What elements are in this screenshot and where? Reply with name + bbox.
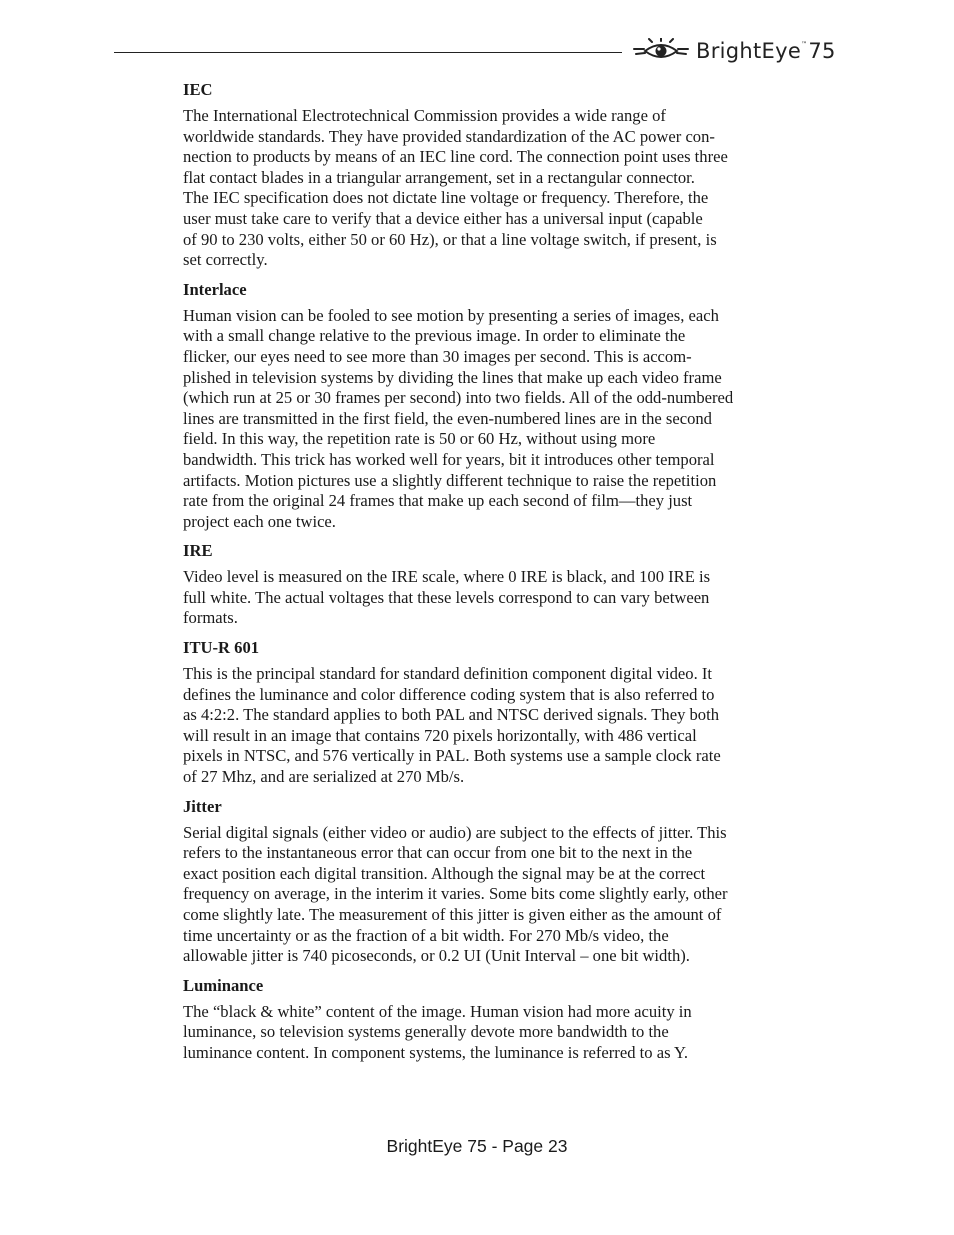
logo-model-number: 75	[808, 39, 836, 63]
term-heading: IEC	[183, 80, 213, 99]
eye-logo-icon	[632, 38, 690, 64]
glossary-entry	[183, 795, 843, 967]
glossary-entry	[183, 974, 843, 1064]
logo-wordmark: BrightEye™75	[696, 39, 836, 63]
page-footer: BrightEye 75 - Page 23	[386, 1136, 568, 1156]
glossary-entry	[183, 78, 843, 271]
term-heading: IRE	[183, 541, 213, 561]
glossary-entry	[183, 539, 843, 629]
term-definition: Human vision can be fooled to see motion by presenting a series of images, each with a small change relative to the previous image. In order to eliminate the flicker, our eyes need to see more than 30 images per second. This is accom- plished in television systems by dividing the lines that make up each video frame (which run at 25 or 30 frames per second) into two fields. All of the odd-numbered lines are transmitted in the first field, the even-numbered lines are in the second field. In this way, the repetition rate is 50 or 60 Hz, without using more bandwidth. This trick has worked well for years, bit it introduces other temporal artifacts. Motion pictures use a slightly different technique to raise the repetition rate from the original 24 frames that make up each second of film—they just project each one twice.	[183, 305, 734, 531]
trademark-mark: ™	[801, 41, 808, 48]
term-definition: The “black & white” content of the image. Human vision had more acuity in luminance, so television systems generally devote more bandwidth to the luminance content. In component systems, the luminance is referred to as Y.	[183, 1001, 692, 1062]
term-heading: Interlace	[183, 279, 247, 299]
glossary-content	[183, 78, 843, 1071]
term-heading: Jitter	[183, 796, 222, 816]
term-definition: The International Electrotechnical Commission provides a wide range of worldwide standards. They have provided standardization of the AC power con- nection to products by means of an IEC line cord. The connection point uses three flat contact blades in a triangular arrangement, set in a rectangular connector. The IEC specification does not dictate line voltage or frequency. Therefore, the user must take care to verify that a device either has a universal input (capable of 90 to 230 volts, either 50 or 60 Hz), or that a line voltage switch, if present, is set correctly.	[183, 106, 728, 270]
glossary-entry	[183, 278, 843, 533]
term-heading: ITU-R 601	[183, 638, 260, 658]
term-definition: This is the principal standard for standard definition component digital video. It defines the luminance and color difference coding system that is also referred to as 4:2:2. The standard applies to both PAL and NTSC derived signals. They both will result in an image that contains 720 pixels horizontally, with 486 vertical pixels in NTSC, and 576 vertically in PAL. Both systems use a sample clock rate of 27 Mhz, and are serialized at 270 Mb/s.	[183, 664, 721, 787]
glossary-entry	[183, 636, 843, 788]
term-definition: Video level is measured on the IRE scale, where 0 IRE is black, and 100 IRE is full white. The actual voltages that these levels correspond to can vary between formats.	[183, 567, 711, 628]
brighteye-logo	[632, 36, 836, 66]
header-rule	[114, 52, 622, 53]
term-heading: Luminance	[183, 975, 264, 995]
term-definition: Serial digital signals (either video or audio) are subject to the effects of jitter. This refers to the instantaneous error that can occur from one bit to the next in the exact position each digital transition. Although the signal may be at the correct frequency on average, in the interim it varies. Some bits come slightly early, other come slightly late. The measurement of this jitter is given either as the amount of time uncertainty or as the fraction of a bit width. For 270 Mb/s video, the allowable jitter is 740 picoseconds, or 0.2 UI (Unit Interval – one bit width).	[183, 822, 728, 966]
